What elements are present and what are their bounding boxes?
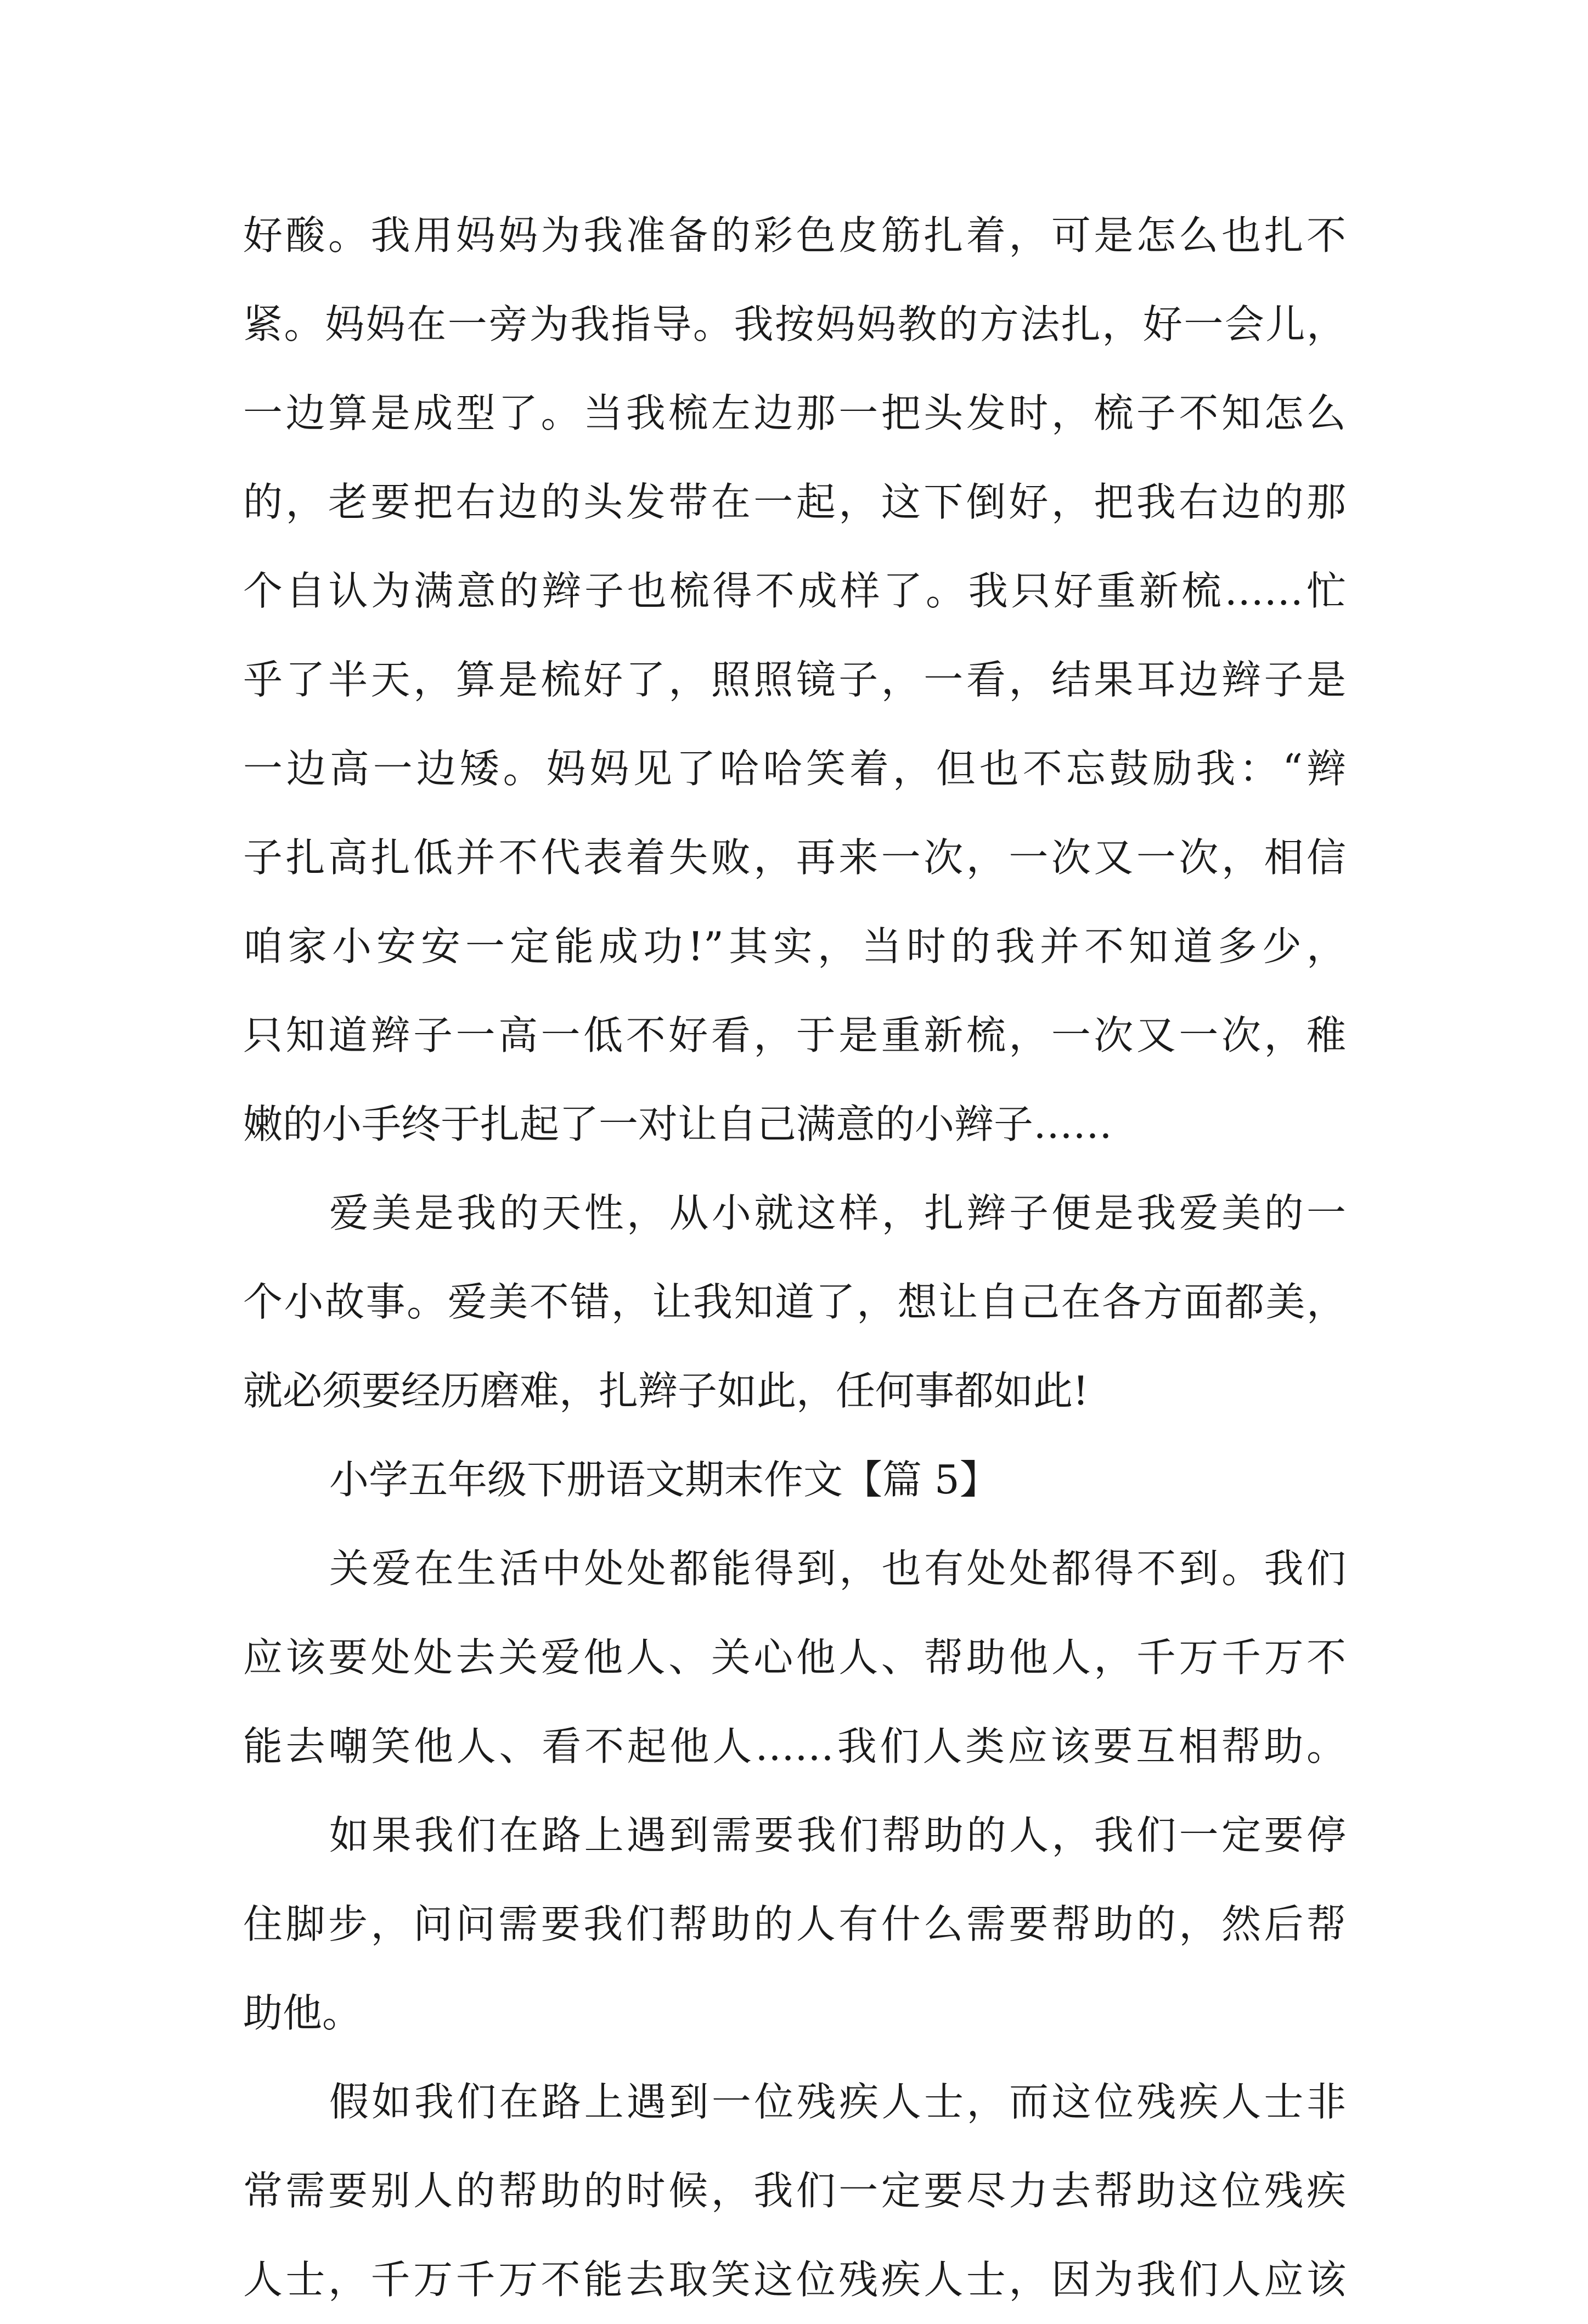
paragraph-2 xyxy=(243,1169,1346,1435)
paragraph-line: 个自认为满意的辫子也梳得不成样了。我只好重新梳……忙 xyxy=(243,568,1346,614)
paragraph-line: 助他。 xyxy=(243,1990,362,2036)
paragraph-line: 一边算是成型了。当我梳左边那一把头发时，梳子不知怎么 xyxy=(243,390,1346,436)
section-heading xyxy=(243,1435,1346,1524)
paragraph-line: 只知道辫子一高一低不好看，于是重新梳，一次又一次，稚 xyxy=(243,1012,1346,1058)
paragraph-line: 个小故事。爱美不错，让我知道了，想让自己在各方面都美， xyxy=(243,1279,1346,1325)
paragraph-line: 假如我们在路上遇到一位残疾人士，而这位残疾人士非 xyxy=(329,2079,1346,2125)
paragraph-line: 人士，千万千万不能去取笑这位残疾人士，因为我们人应该 xyxy=(243,2257,1346,2303)
paragraph-line: 嫩的小手终于扎起了一对让自己满意的小辫子…… xyxy=(243,1101,1113,1147)
paragraph-line: 如果我们在路上遇到需要我们帮助的人，我们一定要停 xyxy=(329,1812,1346,1858)
paragraph-line: 常需要别人的帮助的时候，我们一定要尽力去帮助这位残疾 xyxy=(243,2168,1346,2214)
paragraph-line: 乎了半天，算是梳好了，照照镜子，一看，结果耳边辫子是 xyxy=(243,657,1346,703)
paragraph-line: 关爱在生活中处处都能得到，也有处处都得不到。我们 xyxy=(329,1545,1346,1592)
paragraph-4 xyxy=(243,1791,1346,2057)
paragraph-line: 一边高一边矮。妈妈见了哈哈笑着，但也不忘鼓励我：“辫 xyxy=(243,746,1346,792)
paragraph-5 xyxy=(243,2057,1346,2324)
section-heading-text: 小学五年级下册语文期末作文【篇 5】 xyxy=(329,1457,999,1503)
paragraph-line: 就必须要经历磨难，扎辫子如此，任何事都如此! xyxy=(243,1368,1089,1414)
paragraph-line: 爱美是我的天性，从小就这样，扎辫子便是我爱美的一 xyxy=(329,1190,1346,1236)
paragraph-3 xyxy=(243,1524,1346,1791)
paragraph-line: 应该要处处去关爱他人、关心他人、帮助他人，千万千万不 xyxy=(243,1634,1346,1680)
paragraph-line: 咱家小安安一定能成功!”其实，当时的我并不知道多少， xyxy=(243,923,1346,969)
document-body xyxy=(243,191,1346,2324)
paragraph-line: 好酸。我用妈妈为我准备的彩色皮筋扎着，可是怎么也扎不 xyxy=(243,212,1346,258)
paragraph-1 xyxy=(243,191,1346,1169)
paragraph-line: 住脚步，问问需要我们帮助的人有什么需要帮助的，然后帮 xyxy=(243,1901,1346,1947)
paragraph-line: 子扎高扎低并不代表着失败，再来一次，一次又一次，相信 xyxy=(243,834,1346,881)
paragraph-line: 能去嘲笑他人、看不起他人……我们人类应该要互相帮助。 xyxy=(243,1723,1346,1769)
paragraph-line: 的，老要把右边的头发带在一起，这下倒好，把我右边的那 xyxy=(243,479,1346,525)
paragraph-line: 紧。妈妈在一旁为我指导。我按妈妈教的方法扎，好一会儿， xyxy=(243,301,1346,347)
